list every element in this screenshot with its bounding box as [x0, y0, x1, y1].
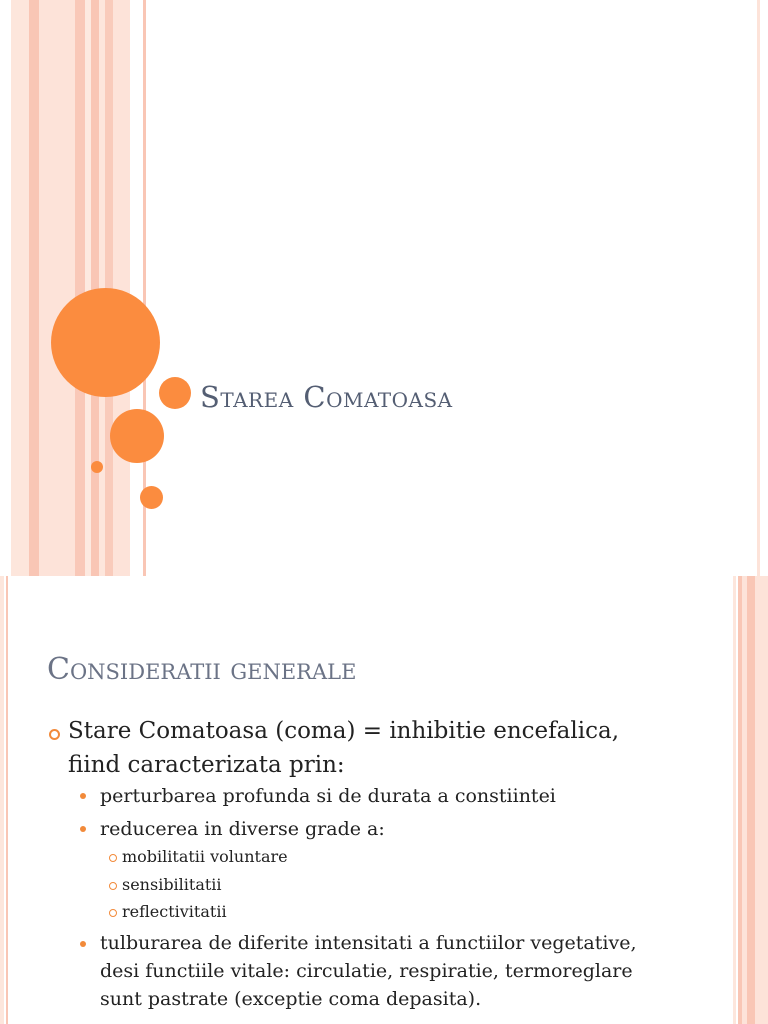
- decor-stripe: [29, 0, 39, 576]
- decor-circle-medium: [110, 409, 164, 463]
- decor-stripe: [757, 0, 760, 576]
- sub-bullet-text: perturbarea profunda si de durata a constiintei: [100, 785, 556, 807]
- title-word: Starea: [200, 380, 294, 414]
- bullet-icon: [80, 941, 86, 947]
- main-bullet-text: Stare Comatoasa (coma) = inhibitie encefalica, fiind caracterizata prin:: [68, 718, 620, 778]
- sub-sub-bullet-text: mobilitatii voluntare: [122, 847, 288, 866]
- sub-bullet-text: tulburarea de diferite intensitati a functiilor vegetative, desi functiile vitale: circulatie, respiratie, termoreglare sunt pastrate (exceptie coma depasita).: [100, 932, 637, 1010]
- decor-circle-small: [159, 377, 191, 409]
- decor-stripe: [75, 0, 85, 576]
- slide-heading: Consideratii generale: [47, 652, 357, 687]
- sub-sub-bullet-text: sensibilitatii: [122, 875, 222, 894]
- bullet-icon: [109, 854, 117, 862]
- bullet-icon: [80, 826, 86, 832]
- slide-title: [200, 380, 453, 414]
- title-word: Comatoasa: [303, 380, 453, 414]
- decor-stripe: [6, 576, 8, 1024]
- decor-circle-tiny: [91, 461, 103, 473]
- decor-stripe: [755, 576, 768, 1024]
- decor-circle-small: [140, 486, 163, 509]
- decor-circle-large: [51, 288, 160, 397]
- decor-stripe: [0, 576, 4, 1024]
- sub-bullet-text: reducerea in diverse grade a:: [100, 818, 385, 840]
- sub-sub-bullet-text: reflectivitatii: [122, 902, 227, 921]
- bullet-icon: [109, 909, 117, 917]
- decor-stripe: [733, 576, 736, 1024]
- bullet-icon: [49, 729, 60, 740]
- decor-stripe: [39, 0, 75, 576]
- content-slide: [0, 576, 768, 1024]
- bullet-icon: [109, 882, 117, 890]
- decor-stripe: [11, 0, 29, 576]
- decor-stripe: [747, 576, 755, 1024]
- bullet-icon: [80, 793, 86, 799]
